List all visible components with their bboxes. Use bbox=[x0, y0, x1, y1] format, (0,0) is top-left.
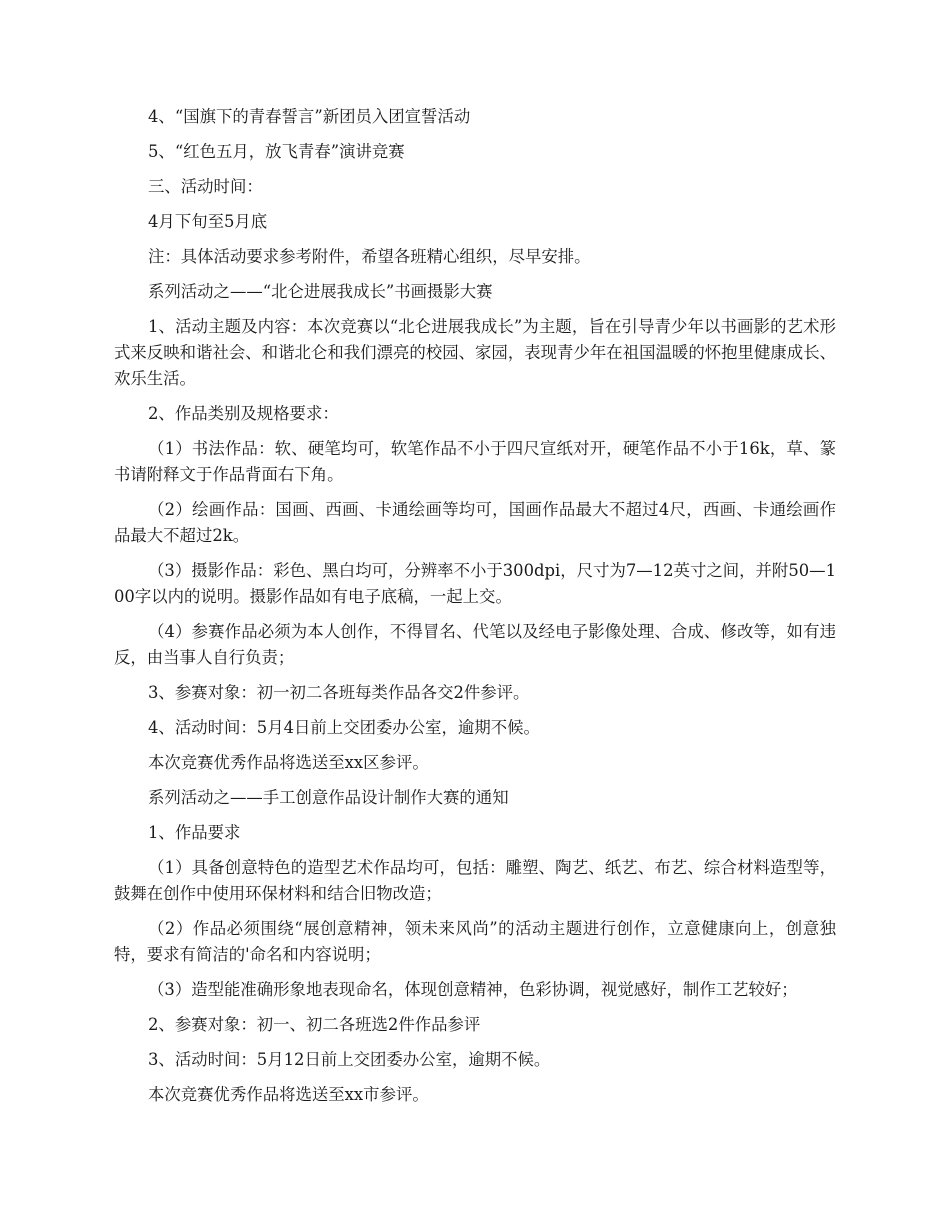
paragraph-16: 系列活动之——手工创意作品设计制作大赛的通知 bbox=[148, 788, 509, 807]
paragraph-5: 注：具体活动要求参考附件，希望各班精心组织，尽早安排。 bbox=[148, 247, 591, 266]
paragraph-9: （1）书法作品：软、硬笔均可，软笔作品不小于四尺宣纸对开，硬笔作品不小于16k，草、篆书请附释文于作品背面右下角。 bbox=[114, 439, 836, 484]
paragraph-23: 本次竞赛优秀作品将选送至xx市参评。 bbox=[148, 1085, 429, 1104]
paragraph-12: （4）参赛作品必须为本人创作，不得冒名、代笔以及经电子影像处理、合成、修改等，如有违反，由当事人自行负责； bbox=[114, 622, 836, 667]
paragraph-20: （3）造型能准确形象地表现命名，体现创意精神，色彩协调，视觉感好，制作工艺较好； bbox=[148, 980, 798, 999]
paragraph-8: 2、作品类别及规格要求： bbox=[148, 404, 339, 423]
paragraph-13: 3、参赛对象：初一初二各班每类作品各交2件参评。 bbox=[148, 683, 530, 702]
paragraph-18: （1）具备创意特色的造型艺术作品均可，包括：雕塑、陶艺、纸艺、布艺、综合材料造型等，鼓舞在创作中使用环保材料和结合旧物改造； bbox=[114, 858, 836, 903]
paragraph-6: 系列活动之——“北仑进展我成长”书画摄影大赛 bbox=[148, 282, 493, 301]
paragraph-15: 本次竞赛优秀作品将选送至xx区参评。 bbox=[148, 753, 429, 772]
paragraph-7: 1、活动主题及内容：本次竞赛以“北仑进展我成长”为主题，旨在引导青少年以书画影的艺术形式来反映和谐社会、和谐北仑和我们漂亮的校园、家园，表现青少年在祖国温暖的怀抱里健康成长、欢乐生活。 bbox=[114, 317, 836, 388]
paragraph-22: 3、活动时间：5月12日前上交团委办公室，逾期不候。 bbox=[148, 1050, 551, 1069]
paragraph-14: 4、活动时间：5月4日前上交团委办公室，逾期不候。 bbox=[148, 718, 540, 737]
paragraph-21: 2、参赛对象：初一、初二各班选2件作品参评 bbox=[148, 1015, 481, 1034]
paragraph-1: 4、“国旗下的青春誓言”新团员入团宣誓活动 bbox=[148, 107, 471, 126]
paragraph-19: （2）作品必须围绕“展创意精神，领未来风尚”的活动主题进行创作，立意健康向上，创意独特，要求有简洁的'命名和内容说明； bbox=[114, 919, 836, 964]
document-body bbox=[114, 104, 836, 1117]
paragraph-10: （2）绘画作品：国画、西画、卡通绘画等均可，国画作品最大不超过4尺，西画、卡通绘画作品最大不超过2k。 bbox=[114, 500, 836, 545]
paragraph-3: 三、活动时间： bbox=[148, 177, 263, 196]
paragraph-17: 1、作品要求 bbox=[148, 823, 241, 842]
paragraph-2: 5、“红色五月，放飞青春”演讲竞赛 bbox=[148, 142, 405, 161]
paragraph-11: （3）摄影作品：彩色、黑白均可，分辨率不小于300dpi，尺寸为7—12英寸之间，并附50—100字以内的说明。摄影作品如有电子底稿，一起上交。 bbox=[114, 561, 836, 606]
paragraph-4: 4月下旬至5月底 bbox=[148, 212, 268, 231]
